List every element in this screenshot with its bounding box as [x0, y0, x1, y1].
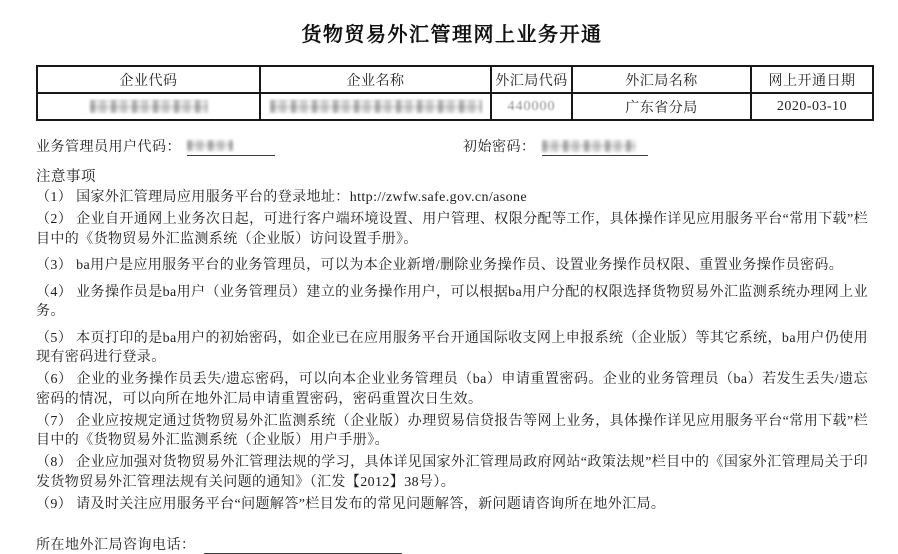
- phone-label: 所在地外汇局咨询电话：: [36, 538, 196, 553]
- masked-initial-password: [542, 140, 636, 152]
- note-6: （6） 企业的业务操作员丢失/遗忘密码，可以向本企业业务管理员（ba）申请重置密码。企业的业务管理员（ba）若发生丢失/遗忘密码的情况，可以向所在地外汇局申请重置密码，密码重置次日生效。: [36, 372, 868, 407]
- admin-code-label: 业务管理员用户代码：: [36, 140, 181, 155]
- phone-field: [204, 536, 402, 554]
- cell-open-date: 2020-03-10: [751, 93, 873, 120]
- phone-line: [36, 534, 868, 554]
- credentials-line: [36, 136, 868, 156]
- note-3: （3） ba用户是应用服务平台的业务管理员，可以为本企业新增/删除业务操作员、设置业务操作员权限、重置业务操作员密码。: [36, 258, 844, 273]
- cell-fx-bureau-name: 广东省分局: [572, 93, 751, 120]
- note-1: （1） 国家外汇管理局应用服务平台的登录地址：http://zwfw.safe.gov.cn/asone: [36, 190, 528, 205]
- initial-password-group: [463, 136, 648, 156]
- header-enterprise-name: 企业名称: [260, 66, 491, 93]
- masked-admin-code: [187, 140, 233, 151]
- masked-enterprise-code: [90, 100, 208, 113]
- cell-fx-bureau-code: [491, 93, 572, 120]
- header-enterprise-code: 企业代码: [37, 66, 260, 93]
- note-4: （4） 业务操作员是ba用户（业务管理员）建立的业务操作用户，可以根据ba用户分配的权限选择货物贸易外汇监测系统办理网上业务。: [36, 284, 868, 319]
- page-title: 货物贸易外汇管理网上业务开通: [301, 24, 603, 46]
- header-fx-bureau-code: 外汇局代码: [491, 66, 572, 93]
- note-5: （5） 本页打印的是ba用户的初始密码，如企业已在应用服务平台开通国际收支网上申报系统（企业版）等其它系统，ba用户仍使用现有密码进行登录。: [36, 330, 868, 365]
- notes-heading: 注意事项: [36, 169, 96, 185]
- note-9: （9） 请及时关注应用服务平台“问题解答”栏目发布的常见问题解答，新问题请咨询所在地外汇局。: [36, 496, 666, 512]
- admin-code-group: [36, 136, 275, 156]
- table-data-row: [37, 93, 873, 120]
- masked-enterprise-name: [270, 100, 482, 113]
- header-fx-bureau-name: 外汇局名称: [572, 66, 751, 93]
- note-8: （8） 企业应加强对货物贸易外汇管理法规的学习，具体详见国家外汇管理局政府网站“政策法规”栏目中的《国家外汇管理局关于印发货物贸易外汇管理法规有关问题的通知》（汇发【2012】38号）。: [36, 455, 868, 490]
- cell-enterprise-name: [260, 93, 491, 120]
- initial-password-field: [542, 138, 648, 156]
- note-2: （2） 企业自开通网上业务次日起，可进行客户端环境设置、用户管理、权限分配等工作，具体操作详见应用服务平台“常用下载”栏目中的《货物贸易外汇监测系统（企业版）访问设置手册》。: [36, 212, 868, 247]
- enterprise-info-table: [36, 65, 874, 121]
- cell-enterprise-code: [37, 93, 260, 120]
- note-7: （7） 企业应按规定通过货物贸易外汇监测系统（企业版）办理贸易信贷报告等网上业务，具体操作详见应用服务平台“常用下载”栏目中的《货物贸易外汇监测系统（企业版）用户手册》。: [36, 413, 868, 448]
- table-header-row: [37, 66, 873, 93]
- admin-code-field: [187, 138, 275, 156]
- masked-fx-bureau-code: 440000: [507, 98, 556, 114]
- initial-password-label: 初始密码：: [463, 140, 536, 155]
- header-open-date: 网上开通日期: [751, 66, 873, 93]
